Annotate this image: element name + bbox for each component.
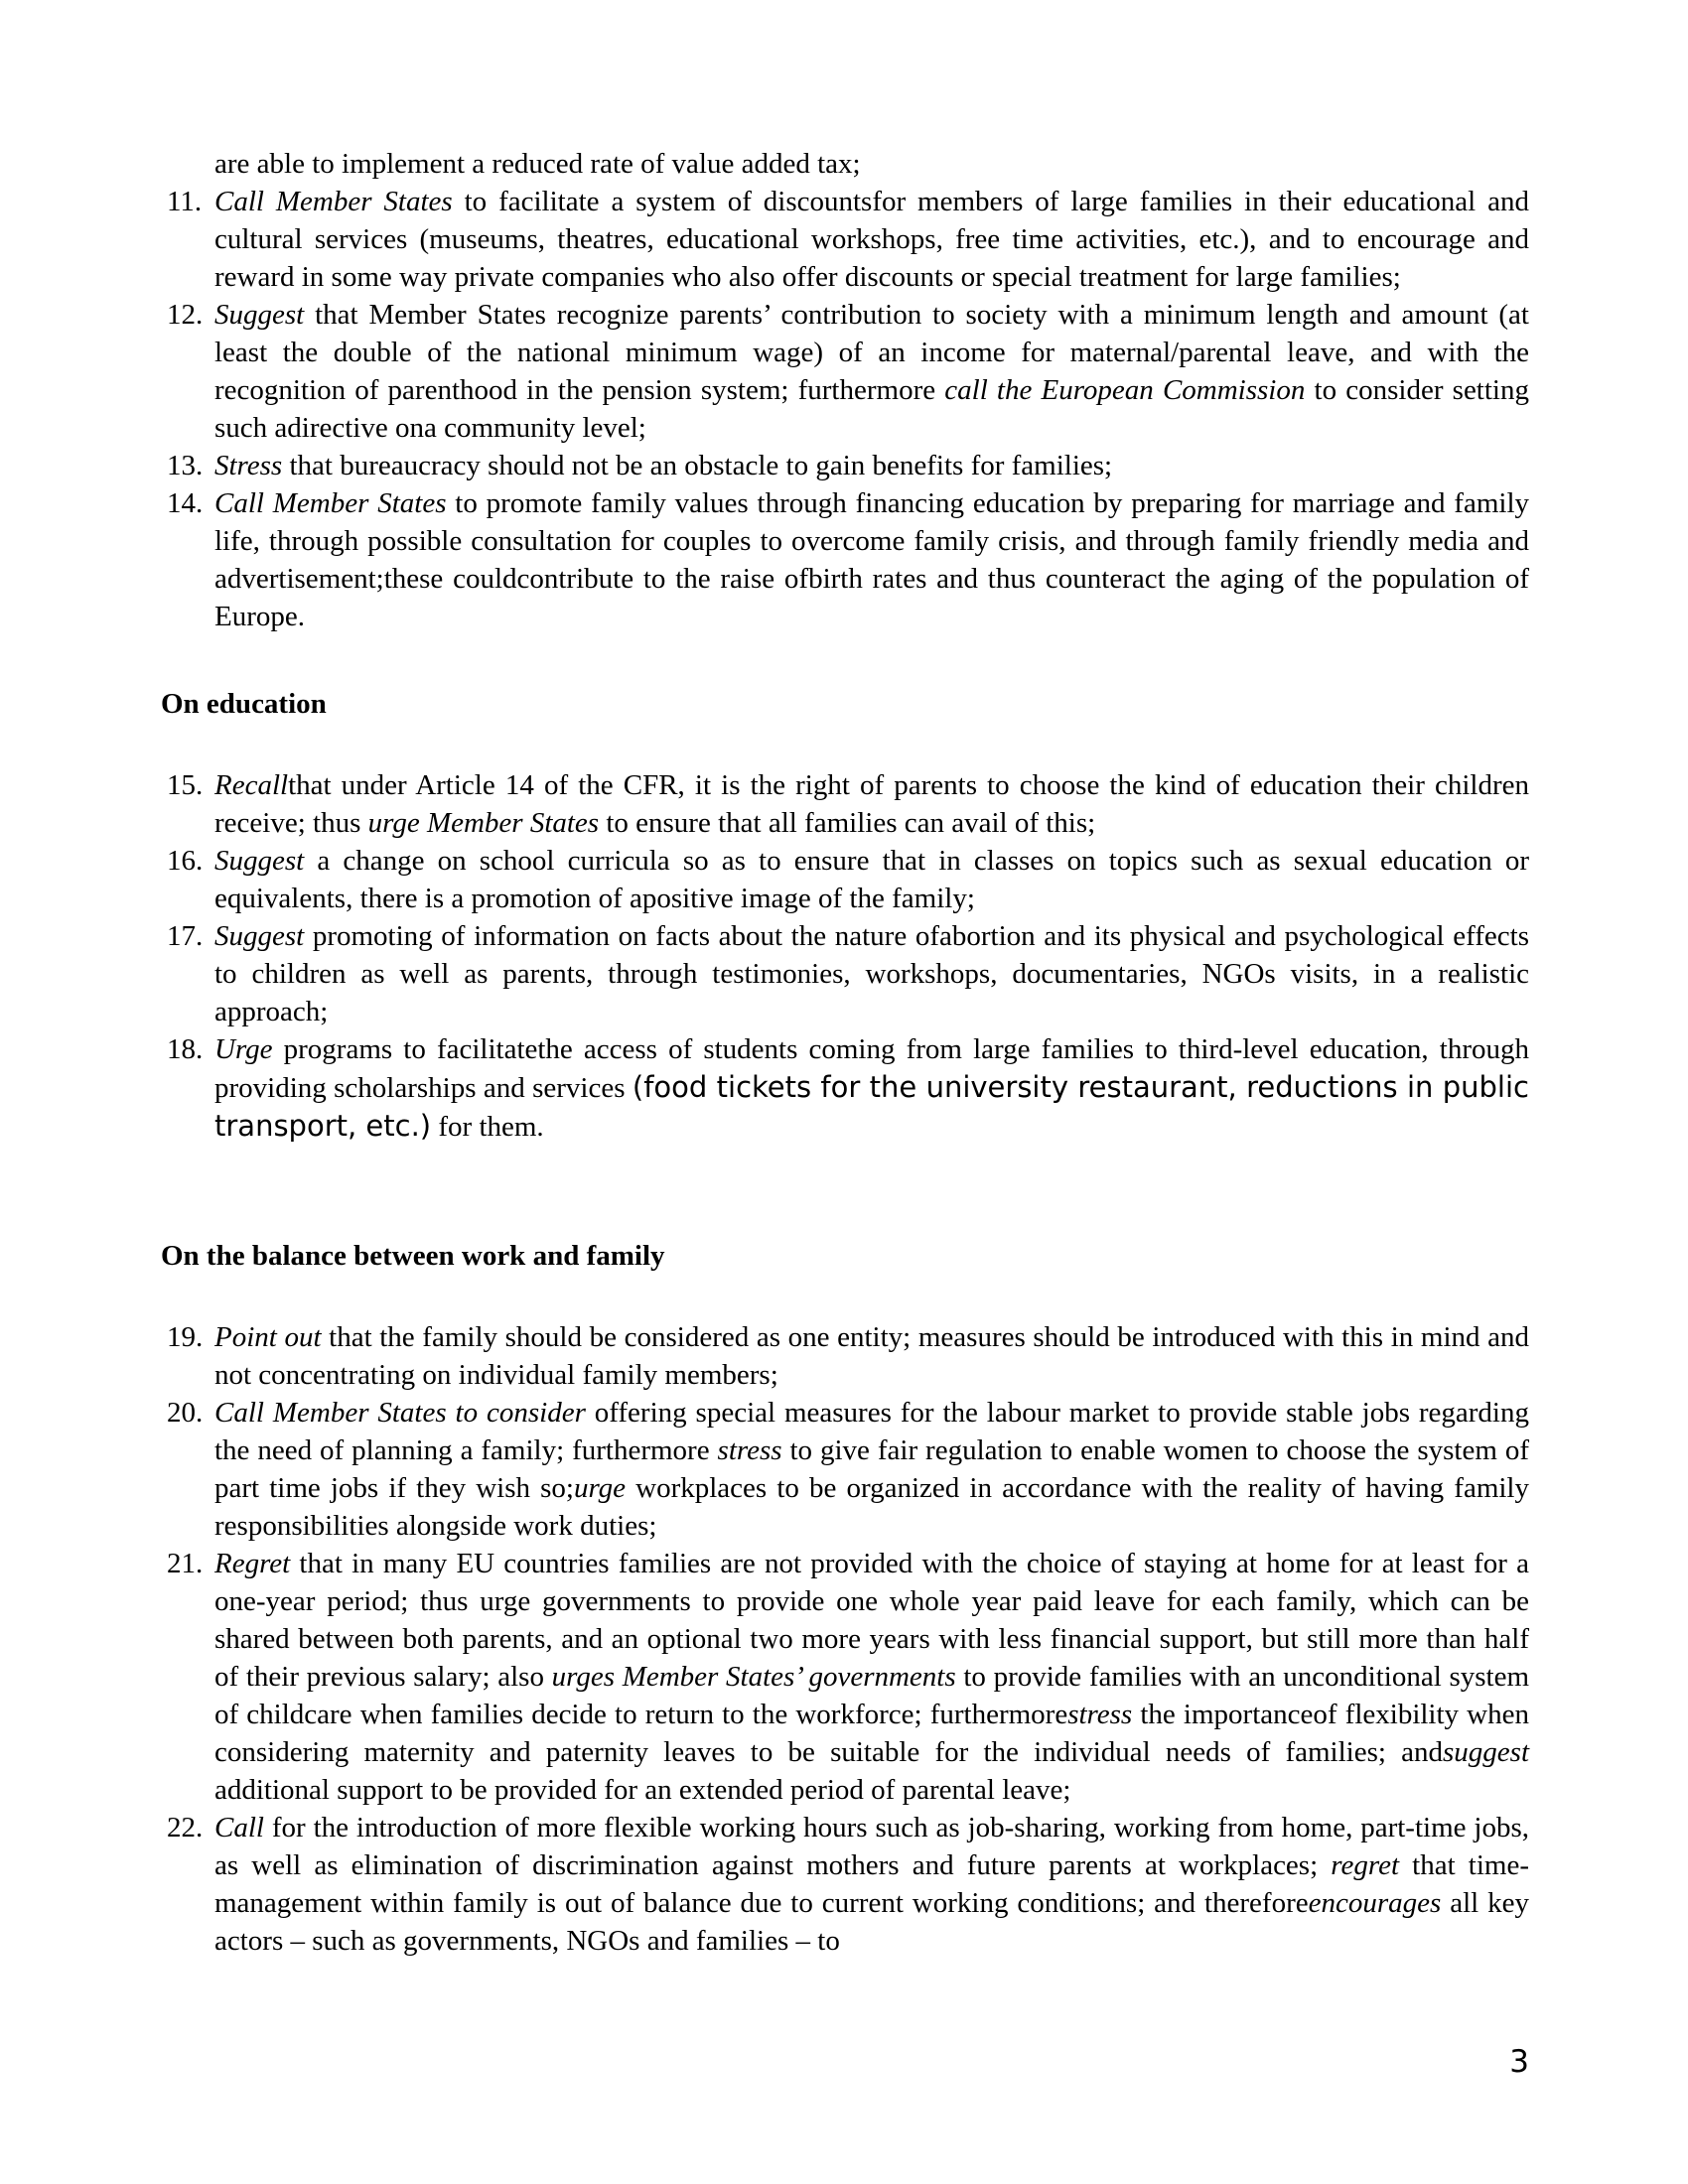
item-number: 14. (167, 487, 204, 519)
text-run: urge Member States (367, 807, 600, 839)
item-text (214, 1548, 1529, 1806)
list-item (167, 842, 1529, 917)
list-item (167, 183, 1529, 296)
item-text (214, 450, 1112, 481)
item-number: 18. (167, 1033, 204, 1065)
text-run: for the introduction of more flexible working hours such as job-sharing, working from home, part-time jobs, as well as elimination of discrimination against mothers and future parents at workplaces; (214, 1812, 1529, 1881)
continuation-paragraph (167, 145, 1529, 183)
list-item (167, 917, 1529, 1030)
text-run: offering special measures for the labour market to provide stable jobs regarding the need of planning a family; furthermore (214, 1397, 1529, 1466)
text-run: that Member States recognize parents’ contribution to society with a minimum length and amount (at least the double of the national minimum wage) of an income for maternal/parental leave, and with the recognition of parenthood in the pension system; furthermore (214, 299, 1529, 406)
text-run: urges Member States’ governments (551, 1661, 956, 1693)
text-run: Call Member States to consider (214, 1397, 586, 1429)
text-run: workplaces to be organized in accordance with the reality of having family responsibilities alongside work duties; (214, 1472, 1529, 1542)
text-run: stress (717, 1434, 782, 1466)
item-number: 13. (167, 450, 204, 481)
text-run: Call Member States (214, 186, 453, 217)
list-item (167, 484, 1529, 635)
list-item (167, 1394, 1529, 1545)
item-number: 20. (167, 1397, 204, 1429)
text-run: Urge (214, 1033, 273, 1065)
section-heading (161, 1237, 1529, 1275)
section-heading (161, 685, 1529, 723)
item-text (214, 1033, 1529, 1143)
text-run: Call (214, 1812, 264, 1843)
list-item (167, 447, 1529, 484)
text-run: call the European Commission (944, 374, 1306, 406)
text-run: to provide families with an unconditional system of childcare when families decide to return to the workforce; furthermore (214, 1661, 1530, 1730)
item-text (214, 487, 1529, 632)
text-run: suggest (1443, 1736, 1529, 1768)
text-run: Suggest (214, 299, 305, 331)
text-run: that under Article 14 of the CFR, it is the right of parents to choose the kind of education their children receive; thus (214, 769, 1529, 839)
item-number: 22. (167, 1812, 204, 1843)
text-run: to promote family values through financing education by preparing for marriage and family life, through possible consultation for couples to overcome family crisis, and through family friendly media and advertisement;these couldcontribute to the raise ofbirth rates and thus counteract the aging of the population of Europe. (214, 487, 1529, 632)
item-number: 21. (167, 1548, 204, 1579)
item-number: 16. (167, 845, 204, 877)
text-run: stress (1067, 1699, 1133, 1730)
item-number: 17. (167, 920, 204, 952)
text-run: Suggest (214, 845, 305, 877)
text-run: Regret (214, 1548, 291, 1579)
text-run: Call Member States (214, 487, 447, 519)
item-text (214, 299, 1529, 444)
text-run: (food tickets for the university restaurant, reductions in public transport, etc.) (214, 1070, 1529, 1143)
item-text (214, 1812, 1529, 1957)
item-number: 19. (167, 1321, 204, 1353)
text-run: that time-management within family is out of balance due to current working conditions; and therefore (214, 1849, 1529, 1919)
text-run: additional support to be provided for an extended period of parental leave; (214, 1774, 1071, 1806)
text-run: for them. (431, 1111, 544, 1143)
text-run: On the balance between work and family (161, 1240, 665, 1272)
text-run: programs to facilitatethe access of students coming from large families to third-level education, through providing scholarships and services (214, 1033, 1529, 1104)
item-text (214, 769, 1529, 839)
list-item (167, 1809, 1529, 1960)
list-item (167, 766, 1529, 842)
text-run: that in many EU countries families are not provided with the choice of staying at home for at least for a one-year period; thus urge governments to provide one whole year paid leave for each family, which can be shared between both parents, and an optional two more years with less financial support, but still more than half of their previous salary; also (214, 1548, 1529, 1693)
text-run: Point out (214, 1321, 322, 1353)
text-run: to ensure that all families can avail of this; (599, 807, 1096, 839)
text-run: encourages (1308, 1887, 1442, 1919)
item-text (214, 1321, 1529, 1391)
item-text (214, 920, 1529, 1027)
list-item (167, 1545, 1529, 1809)
item-number: 15. (167, 769, 204, 801)
item-number: 12. (167, 299, 204, 331)
item-number: 11. (167, 186, 203, 217)
list-item (167, 1030, 1529, 1146)
text-run: Recall (214, 769, 289, 801)
text-run: that the family should be considered as one entity; measures should be introduced with this in mind and not concentrating on individual family members; (214, 1321, 1529, 1391)
text-run: a change on school curricula so as to ensure that in classes on topics such as sexual education or equivalents, there is a promotion of apositive image of the family; (214, 845, 1529, 914)
text-run: On education (161, 688, 327, 720)
text-run: are able to implement a reduced rate of value added tax; (214, 148, 861, 180)
item-text (214, 186, 1529, 293)
text-run: to facilitate a system of discountsfor members of large families in their educational and cultural services (museums, theatres, educational workshops, free time activities, etc.), and to encourage and reward in some way private companies who also offer discounts or special treatment for large families; (214, 186, 1530, 293)
text-run: promoting of information on facts about the nature ofabortion and its physical and psychological effects to children as well as parents, through testimonies, workshops, documentaries, NGOs visits, in a realistic approach; (214, 920, 1529, 1027)
item-text (214, 148, 861, 180)
item-text (214, 845, 1529, 914)
document-body (161, 145, 1530, 1960)
text-run: the importanceof flexibility when considering maternity and paternity leaves to be suitable for the individual needs of families; and (214, 1699, 1529, 1768)
page-number: 3 (1509, 2044, 1529, 2080)
text-run: that bureaucracy should not be an obstacle to gain benefits for families; (282, 450, 1113, 481)
text-run: Suggest (214, 920, 305, 952)
list-item (167, 296, 1529, 447)
text-run: all key actors – such as governments, NGOs and families – to (214, 1887, 1529, 1957)
list-item (167, 1318, 1529, 1394)
text-run: Stress (214, 450, 283, 481)
text-run: urge (573, 1472, 627, 1504)
text-run: regret (1331, 1849, 1400, 1881)
text-run: to give fair regulation to enable women to choose the system of part time jobs if they wish so; (214, 1434, 1529, 1504)
item-text (214, 1397, 1529, 1542)
text-run: to consider setting such adirective ona community level; (214, 374, 1529, 444)
